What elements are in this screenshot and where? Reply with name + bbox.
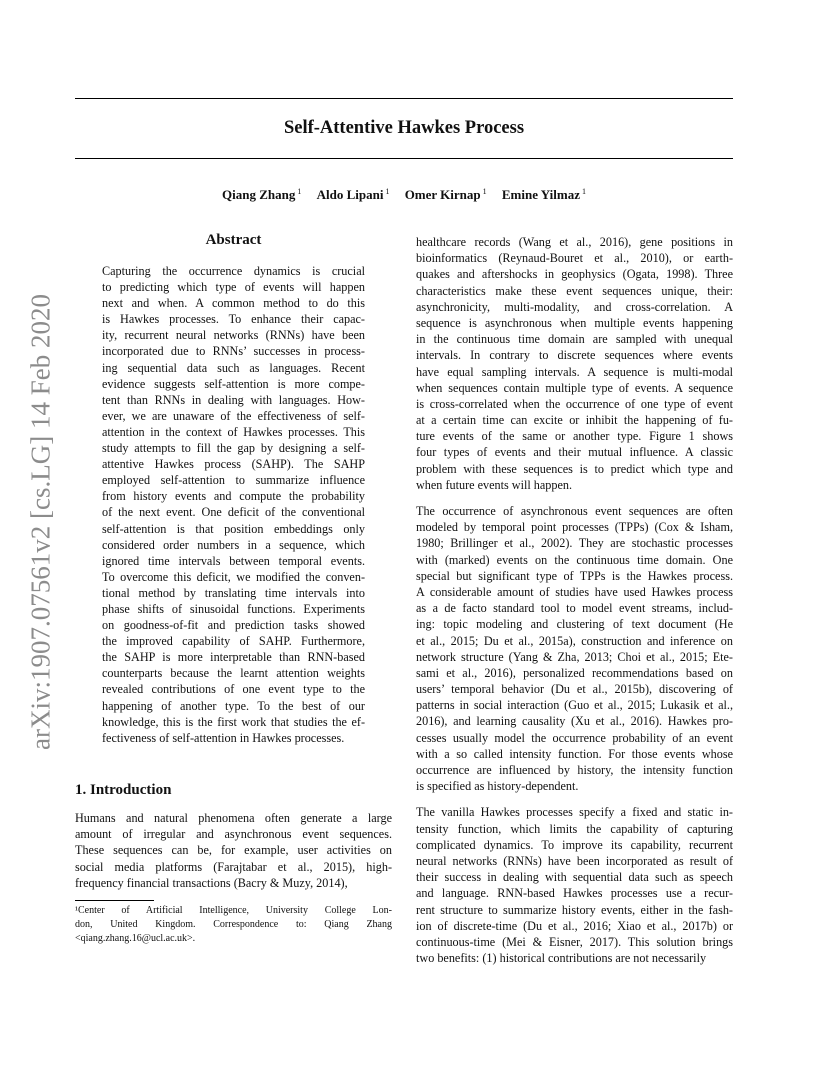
text-line: bioinformatics (Reynaud-Bouret et al., 2010), or earth- xyxy=(416,251,733,266)
text-line: is cross-correlated when the occurrence of one type of event xyxy=(416,396,733,411)
text-line: et al., 2015; Du et al., 2015a), construction and inference on xyxy=(416,633,733,648)
right-column xyxy=(416,234,733,966)
text-line: revealed contributions of one event type to the xyxy=(102,682,365,697)
text-line: Capturing the occurrence dynamics is crucial xyxy=(102,264,365,278)
text-line: two benefits: (1) historical contributions are not necessarily xyxy=(416,951,707,966)
text-line: incorporated due to RNNs’ successes in process- xyxy=(102,344,365,359)
text-line: with (marked) events on the continuous time domain. One xyxy=(416,552,733,567)
text-line: four types of events and their mutual influence. A classic xyxy=(416,445,733,460)
author: Omer Kirnap $^1$ xyxy=(404,187,487,203)
abstract-heading: Abstract xyxy=(205,232,262,248)
text-line: problem with these sequences is to predict which type and xyxy=(416,461,733,476)
text-line: fectiveness of self-attention in Hawkes processes. xyxy=(102,730,345,745)
text-line: ing: topic modeling and clustering of text document (He xyxy=(416,617,733,632)
text-line: ever, we are unaware of the effectiveness of self- xyxy=(102,408,365,423)
text-line: users’ temporal behavior (Du et al., 2015b), discovering of xyxy=(416,682,733,697)
text-line: ignored time intervals between temporal events. xyxy=(102,553,365,568)
text-line: next and when. A common method to do this xyxy=(102,296,365,311)
text-line: network structure (Yang & Zha, 2013; Choi et al., 2015; Ete- xyxy=(416,649,733,664)
text-line: The occurrence of asynchronous event sequences are often xyxy=(416,504,733,518)
text-line: rent structure to summarize history events, either in the fash- xyxy=(416,902,733,917)
text-line: cesses usually model the occurrence probability of an event xyxy=(416,730,733,745)
text-line: tensity function, which limits the capability of capturing xyxy=(416,821,733,836)
text-line: self-attention is that position embeddings only xyxy=(102,521,365,536)
text-line: A considerable amount of studies have used Hawkes process xyxy=(416,584,733,599)
author: Emine Yilmaz $^1$ xyxy=(501,187,586,203)
text-line: neural networks (RNNs) have been incorporated as result of xyxy=(416,853,733,868)
title-bottom-rule xyxy=(75,158,733,159)
text-line: patterns in social interaction (Guo et al., 2015; Lukasik et al., xyxy=(416,698,733,713)
text-line: The vanilla Hawkes processes specify a fixed and static in- xyxy=(416,805,733,820)
text-line: counterparts because the learnt attention weights xyxy=(102,666,365,681)
text-line: tent than RNNs in dealing with languages. How- xyxy=(102,392,365,407)
text-line: to predicting which type of events will happen xyxy=(102,280,365,295)
text-line: 1980; Brillinger et al., 2002). They are stochastic processes xyxy=(416,536,733,551)
author: Aldo Lipani $^1$ xyxy=(316,187,390,203)
footnote xyxy=(75,904,392,945)
paragraph xyxy=(416,503,733,794)
text-line: amount of irregular and asynchronous event sequences. xyxy=(75,827,392,842)
paragraph-gap xyxy=(416,794,733,804)
text-line: Humans and natural phenomena often generate a large xyxy=(75,811,392,825)
text-line: These sequences can be, for example, user activities on xyxy=(75,843,392,858)
text-line: tional method by translating time intervals into xyxy=(102,585,365,600)
paragraph xyxy=(416,234,733,493)
introduction-body xyxy=(75,810,392,891)
text-line: don, United Kingdom. Correspondence to: Qiang Zhang xyxy=(75,918,392,930)
text-line: study attempts to fill the gap by designing a self- xyxy=(102,441,365,456)
author: Qiang Zhang $^1$ xyxy=(222,187,302,203)
text-line: ¹Center of Artificial Intelligence, University College Lon- xyxy=(75,905,392,916)
text-line: To overcome this deficit, we modified the conven- xyxy=(102,569,365,584)
text-line: ture events of the same or another type. Figure 1 shows xyxy=(416,429,733,444)
text-line: ity, recurrent neural networks (RNNs) have been xyxy=(102,328,365,343)
text-line: sami et al., 2016), personalized recommendations based on xyxy=(416,665,733,680)
text-line: and language. RNN-based Hawkes processes use a recur- xyxy=(416,886,733,901)
text-line: from history events and compute the probability xyxy=(102,489,365,504)
paragraph-gap xyxy=(416,493,733,503)
text-line: of the next event. One deficit of the conventional xyxy=(102,505,365,520)
arxiv-stamp[interactable]: arXiv:1907.07561v2 [cs.LG] 14 Feb 2020 xyxy=(25,294,56,750)
paper-title: Self-Attentive Hawkes Process xyxy=(283,118,525,138)
footnote-rule xyxy=(75,900,154,901)
text-line: is specified as history-dependent. xyxy=(416,779,579,794)
text-line: in the continuous time domain are sampled with unequal xyxy=(416,332,733,347)
text-line: attention in the context of Hawkes processes. This xyxy=(102,424,365,439)
text-line: the SAHP is more interpretable than RNN-based xyxy=(102,650,365,665)
text-line: employed self-attention to summarize influence xyxy=(102,473,365,488)
text-line: considered order numbers in a sequence, which xyxy=(102,537,365,552)
abstract-body xyxy=(102,263,365,746)
text-line: happening of another type. To the best of our xyxy=(102,698,365,713)
title-top-rule xyxy=(75,98,733,99)
text-line: complicated dynamics. To improve its capability, recurrent xyxy=(416,837,733,852)
text-line: 2016), and learning causality (Xu et al., 2016). Hawkes pro- xyxy=(416,714,733,729)
text-line: special but significant type of TPPs is the Hawkes process. xyxy=(416,568,733,583)
text-line: frequency financial transactions (Bacry & Muzy, 2014), xyxy=(75,875,348,890)
arxiv-sidebar xyxy=(20,286,62,758)
text-line: <qiang.zhang.16@ucl.ac.uk>. xyxy=(75,932,196,944)
text-line: characteristics make these event sequences unique, their: xyxy=(416,283,733,298)
text-line: occurrence are influenced by history, the intensity function xyxy=(416,763,733,777)
text-line: intervals. In contrary to discrete sequences where events xyxy=(416,348,733,363)
text-line: evidence suggests self-attention is more compe- xyxy=(102,376,365,391)
author-list xyxy=(75,187,733,203)
paragraph xyxy=(416,804,733,966)
text-line: is Hawkes processes. To enhance their capac- xyxy=(102,312,365,327)
text-line: ing sequential data such as languages. Recent xyxy=(102,360,365,375)
text-line: continuous-time (Mei & Eisner, 2017). This solution brings xyxy=(416,934,733,949)
text-line: on goodness-of-fit and prediction tasks showed xyxy=(102,618,365,633)
text-line: have equal sampling intervals. A sequence is multi-modal xyxy=(416,364,733,379)
text-line: attentive Hawkes process (SAHP). The SAHP xyxy=(102,457,365,472)
text-line: when future events will happen. xyxy=(416,477,573,492)
text-line: as a de facto standard tool to model event streams, includ- xyxy=(416,601,733,616)
text-line: phase shifts of sinusoidal functions. Experiments xyxy=(102,601,365,616)
text-line: the improved capability of SAHP. Furthermore, xyxy=(102,634,365,649)
text-line: when sequences contain multiple type of events. A sequence xyxy=(416,380,733,395)
section-heading-introduction: 1. Introduction xyxy=(75,782,172,798)
text-line: modeled by temporal point processes (TPPs) (Cox & Isham, xyxy=(416,520,733,535)
text-line: asynchronicity, multi-modality, and cross-correlation. A xyxy=(416,299,733,314)
text-line: social media platforms (Farajtabar et al., 2015), high- xyxy=(75,859,392,874)
text-line: with a so called intensity function. For those events whose xyxy=(416,746,733,761)
text-line: their success in dealing with sequential data such as speech xyxy=(416,870,733,885)
text-line: at a certain time can excite or inhibit the happening of fu- xyxy=(416,413,733,428)
text-line: healthcare records (Wang et al., 2016), gene positions in xyxy=(416,235,733,249)
text-line: ion of discrete-time (Du et al., 2016; Xiao et al., 2017b) or xyxy=(416,918,733,933)
text-line: knowledge, this is the first work that studies the ef- xyxy=(102,714,365,729)
text-line: sequence is asynchronous when multiple events happening xyxy=(416,315,733,330)
text-line: quakes and aftershocks in geophysics (Ogata, 1998). Three xyxy=(416,267,733,282)
